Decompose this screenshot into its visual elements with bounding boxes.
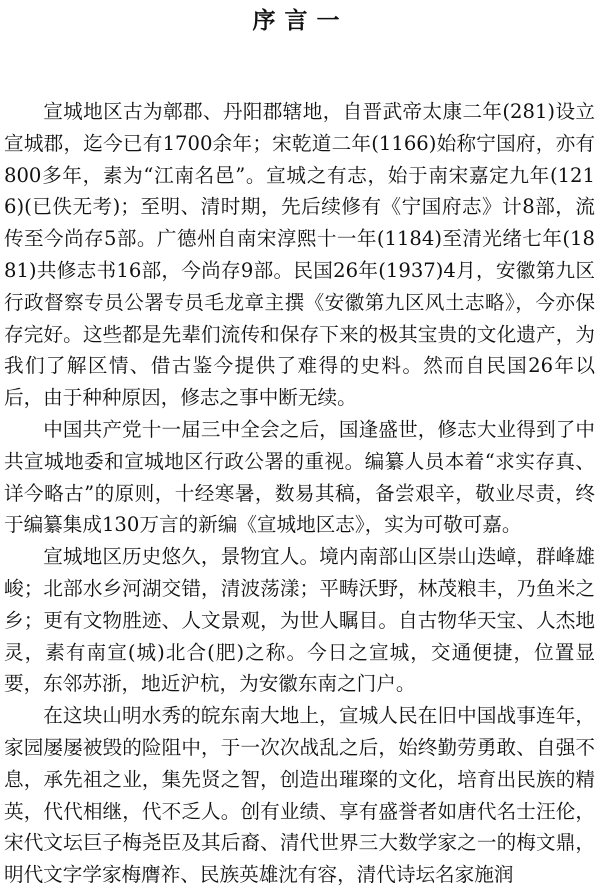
paragraph-1: 宣城地区古为鄣郡、丹阳郡辖地，自晋武帝太康二年(281)设立宣城郡，迄今已有1700余年；宋乾道二年(1166)始称宁国府，亦有800多年，素为“江南名邑”。宣城之有志，始于南宋嘉定九年(1216)(已佚无考)；至明、清时期，先后续修有《宁国府志》计8部，流传至今尚存5部。广德州自南宋淳熙十一年(1184)至清光绪七年(1881)共修志书16部，今尚存9部。民国26年(1937)4月，安徽第九区行政督察专员公署专员毛龙章主撰《安徽第九区风土志略》，今亦保存完好。这些都是先辈们流传和保存下来的极其宝贵的文化遗产，为我们了解区情、借古鉴今提供了难得的史料。然而自民国26年以后，由于种种原因，修志之事中断无续。	[4, 100, 595, 410]
paragraph-2: 中国共产党十一届三中全会之后，国逢盛世，修志大业得到了中共宣城地委和宣城地区行政公署的重视。编纂人员本着“求实存真、详今略古”的原则，十经寒暑，数易其稿，备尝艰辛，敬业尽责，终于编纂集成130万言的新编《宣城地区志》，实为可敬可嘉。	[4, 417, 595, 537]
paragraph-4: 在这块山明水秀的皖东南大地上，宣城人民在旧中国战事连年，家园屡屡被毁的险阻中，于一次次战乱之后，始终勤劳勇敢、自强不息，承先祖之业，集先贤之智，创造出璀璨的文化，培育出民族的精英，代代相继，代不乏人。创有业绩、享有盛誉者如唐代名士汪伦，宋代文坛巨子梅尧臣及其后裔、清代世界三大数学家之一的梅文鼎，明代文字学家梅膺祚、民族英雄沈有容，清代诗坛名家施润	[4, 704, 595, 887]
paragraph-3: 宣城地区历史悠久，景物宜人。境内南部山区崇山迭嶂，群峰雄峻；北部水乡河湖交错，清波荡漾；平畴沃野，林茂粮丰，乃鱼米之乡；更有文物胜迹、人文景观，为世人瞩目。自古物华天宝、人杰地灵，素有南宣(城)北合(肥)之称。今日之宣城，交通便捷，位置显要，东邻苏浙，地近沪杭，为安徽东南之门户。	[4, 545, 595, 696]
page-title: 序言一	[252, 8, 349, 34]
preface-body	[4, 96, 595, 891]
